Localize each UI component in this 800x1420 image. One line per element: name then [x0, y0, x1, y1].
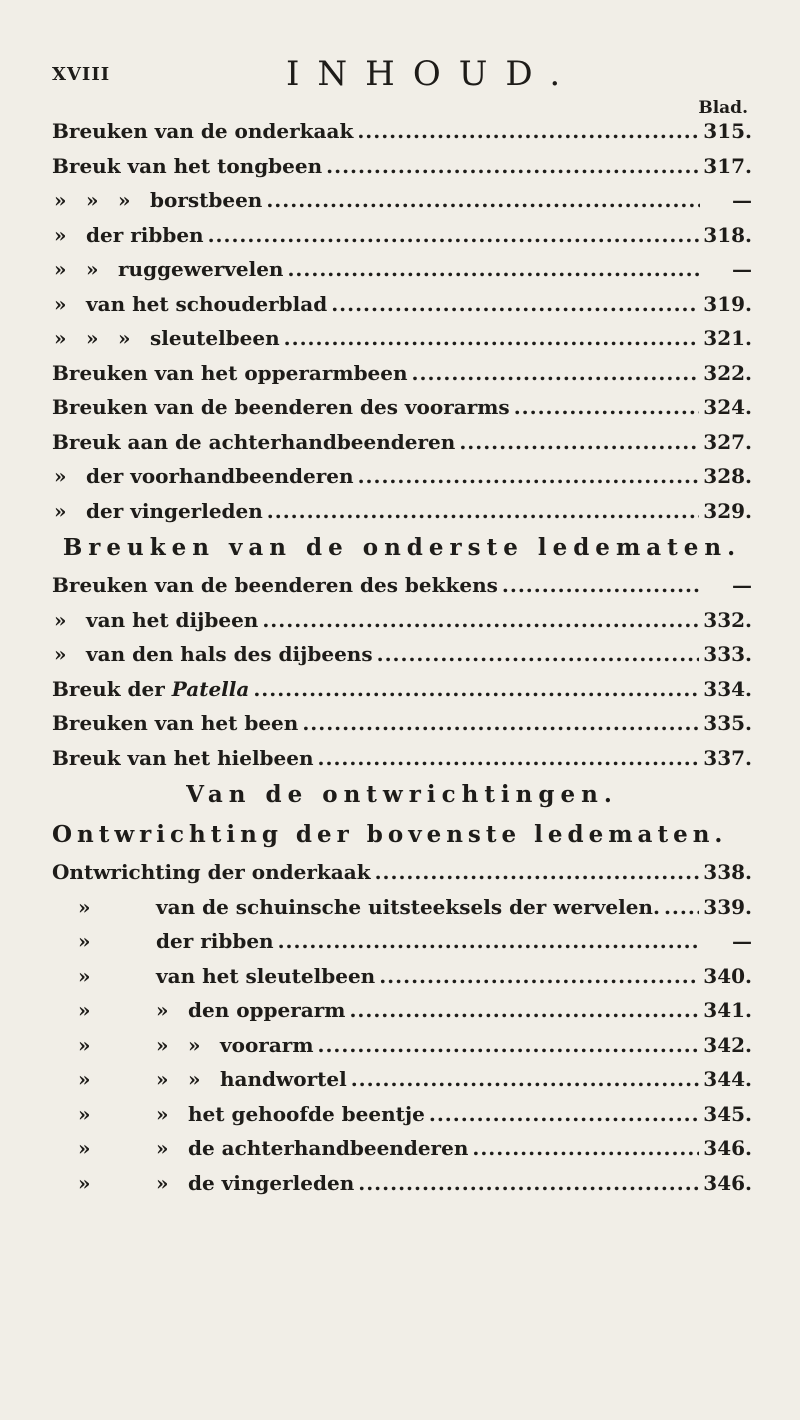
toc-page-number: 319. [703, 291, 752, 316]
page-title: INHOUD. [286, 54, 579, 94]
ditto-mark: » [86, 326, 99, 350]
section-heading-lower-limbs: Breuken van de onderste ledematen. [62, 534, 742, 561]
toc-entry [52, 603, 752, 638]
dot-leader [514, 390, 700, 425]
toc-page-number: 346. [703, 1136, 752, 1160]
toc-page-number: 317. [703, 153, 752, 178]
toc-entry-text: ruggewervelen [118, 257, 284, 281]
toc-entry-text: den opperarm [188, 998, 346, 1022]
toc-entry-text: Breuk van het hielbeen [52, 745, 314, 770]
ditto-mark: » [188, 1032, 201, 1057]
ditto-mark: » [118, 326, 131, 350]
toc-entry-title [150, 183, 262, 218]
ditto-mark: » [156, 1170, 169, 1195]
ditto-mark: » [78, 1170, 91, 1195]
toc-entry-title [52, 855, 371, 890]
toc-page-number: 327. [703, 429, 752, 454]
toc-group-dislocations-upper [52, 855, 752, 1200]
ditto-mark: » [54, 464, 67, 488]
dot-leader [287, 252, 700, 287]
toc-entry-title [52, 568, 498, 603]
toc-entry-text: der ribben [86, 222, 204, 247]
toc-entry-text: Breuk der [52, 676, 172, 701]
ditto-marks [52, 494, 86, 529]
toc-entry [52, 1028, 752, 1063]
toc-entry [52, 1062, 752, 1097]
toc-group-fractures-lower [52, 568, 752, 775]
toc-entry-text: handwortel [220, 1067, 347, 1091]
ditto-marks [52, 1097, 188, 1132]
ditto-marks [52, 1028, 220, 1063]
ditto-marks [52, 890, 156, 925]
ditto-marks [52, 924, 156, 959]
table-of-contents [52, 114, 752, 1200]
toc-entry-text: van het schouderblad [86, 291, 328, 316]
toc-entry-text: Breuk aan de achterhandbeenderen [52, 429, 456, 454]
toc-entry-text: van de schuinsche uitsteeksels der wervelen. [156, 894, 660, 919]
ditto-marks [52, 218, 86, 253]
toc-entry-title [118, 252, 283, 287]
dot-leader [326, 149, 699, 184]
toc-page-number: 315. [703, 119, 752, 143]
toc-entry-text: Breuk van het tongbeen [52, 153, 323, 178]
toc-entry-text: de vingerleden [188, 1170, 355, 1195]
toc-entry-title [86, 637, 373, 672]
dot-leader [358, 1166, 699, 1201]
toc-page-number: 337. [703, 745, 752, 770]
toc-entry [52, 114, 752, 149]
toc-entry-title [156, 924, 274, 959]
toc-entry-title [156, 959, 375, 994]
dot-leader [357, 114, 699, 149]
toc-group-fractures-upper [52, 114, 752, 528]
ditto-marks [52, 183, 150, 218]
ditto-mark: » [54, 642, 67, 666]
toc-entry-title [86, 494, 263, 529]
ditto-marks [52, 1166, 188, 1201]
dot-leader [318, 741, 700, 776]
toc-entry-title [188, 1131, 468, 1166]
toc-entry-title [52, 356, 408, 391]
ditto-mark: » [78, 929, 91, 953]
ditto-mark: » [54, 257, 67, 281]
ditto-marks [52, 993, 188, 1028]
dot-leader [664, 890, 699, 925]
toc-page-number: 324. [703, 395, 752, 419]
toc-page-number: 318. [703, 222, 752, 247]
toc-entry-text: borstbeen [150, 188, 263, 212]
ditto-marks [52, 252, 118, 287]
toc-entry-title [52, 114, 353, 149]
toc-entry-text: Breuken van de beenderen des bekkens [52, 573, 498, 597]
ditto-mark: » [156, 1101, 169, 1126]
toc-page-number: 329. [703, 498, 752, 523]
toc-entry [52, 855, 752, 890]
dot-leader [302, 706, 699, 741]
dot-leader [358, 459, 700, 494]
dot-leader [262, 603, 699, 638]
dot-leader [331, 287, 699, 322]
dot-leader [459, 425, 699, 460]
toc-entry [52, 287, 752, 322]
toc-entry [52, 637, 752, 672]
ditto-mark: » [78, 963, 91, 988]
toc-entry-title [86, 287, 327, 322]
toc-page-number: — [732, 188, 752, 212]
ditto-mark: » [78, 1136, 91, 1160]
toc-page-number: 345. [703, 1101, 752, 1126]
toc-page-number: 322. [703, 360, 752, 385]
page-header [52, 54, 752, 98]
page-number: XVIII [52, 64, 111, 85]
toc-entry-text: der ribben [156, 929, 274, 953]
toc-entry-text: van het sleutelbeen [156, 963, 376, 988]
ditto-mark: » [78, 1032, 91, 1057]
toc-entry-text: der voorhandbeenderen [86, 464, 354, 488]
ditto-mark: » [54, 326, 67, 350]
toc-entry-title [86, 603, 258, 638]
dot-leader [429, 1097, 699, 1132]
toc-entry-text: Breuken van het been [52, 711, 299, 735]
toc-page-number: — [732, 257, 752, 281]
toc-entry-title [52, 741, 314, 776]
toc-entry-text: Breuken van de onderkaak [52, 119, 354, 143]
ditto-mark: » [54, 222, 67, 247]
dot-leader [318, 1028, 700, 1063]
ditto-mark: » [156, 998, 169, 1022]
toc-entry [52, 459, 752, 494]
toc-entry-text: sleutelbeen [150, 326, 280, 350]
toc-entry [52, 494, 752, 529]
dot-leader [351, 1062, 700, 1097]
toc-entry-title [150, 321, 280, 356]
ditto-mark: » [54, 291, 67, 316]
toc-entry-text: van den hals des dijbeens [86, 642, 373, 666]
toc-entry-title [188, 993, 345, 1028]
toc-page-number: 333. [703, 642, 752, 666]
dot-leader [502, 568, 700, 603]
toc-entry [52, 425, 752, 460]
ditto-mark: » [54, 188, 67, 212]
ditto-mark: » [54, 498, 67, 523]
toc-entry-title [188, 1166, 354, 1201]
dot-leader [412, 356, 700, 391]
dot-leader [472, 1131, 699, 1166]
toc-entry-text: het gehoofde beentje [188, 1101, 425, 1126]
ditto-marks [52, 287, 86, 322]
ditto-mark: » [78, 998, 91, 1022]
toc-entry-text: de achterhandbeenderen [188, 1136, 469, 1160]
toc-page-number: 332. [703, 607, 752, 632]
toc-entry-italic-term: Patella [171, 676, 250, 701]
toc-entry-text: der vingerleden [86, 498, 263, 523]
ditto-marks [52, 1131, 188, 1166]
dot-leader [267, 494, 699, 529]
toc-entry [52, 1166, 752, 1201]
toc-page-number: 338. [703, 860, 752, 884]
toc-entry-title [52, 390, 510, 425]
ditto-mark: » [78, 1101, 91, 1126]
toc-entry-title [156, 890, 660, 925]
section-heading-upper-limbs: Ontwrichting der bovenste ledematen. [52, 821, 728, 848]
toc-entry [52, 924, 752, 959]
toc-entry-text: voorarm [220, 1032, 314, 1057]
toc-entry-text: Breuken van het opperarmbeen [52, 360, 408, 385]
toc-entry-text: Ontwrichting der onderkaak [52, 860, 371, 884]
toc-entry [52, 890, 752, 925]
toc-page-number: 342. [703, 1032, 752, 1057]
ditto-mark: » [78, 894, 91, 919]
toc-entry [52, 568, 752, 603]
toc-entry-title [52, 149, 322, 184]
toc-entry [52, 1097, 752, 1132]
toc-page-number: 321. [703, 326, 752, 350]
toc-entry [52, 252, 752, 287]
toc-page-number: 346. [703, 1170, 752, 1195]
toc-page-number: — [732, 929, 752, 953]
toc-entry-title [188, 1097, 425, 1132]
ditto-mark: » [78, 1067, 91, 1091]
ditto-marks [52, 1062, 220, 1097]
ditto-marks [52, 603, 86, 638]
toc-entry [52, 356, 752, 391]
dot-leader [278, 924, 700, 959]
dot-leader [377, 637, 700, 672]
dot-leader [284, 321, 700, 356]
toc-page-number: 340. [703, 963, 752, 988]
toc-entry-title [86, 459, 354, 494]
toc-entry [52, 706, 752, 741]
dot-leader [266, 183, 700, 218]
toc-entry [52, 672, 752, 707]
toc-page-number: 334. [703, 676, 752, 701]
toc-entry [52, 183, 752, 218]
toc-entry [52, 149, 752, 184]
section-heading-dislocations: Van de ontwrichtingen. [186, 781, 618, 808]
ditto-marks [52, 459, 86, 494]
toc-page-number: 341. [703, 998, 752, 1022]
toc-page-number: 335. [703, 711, 752, 735]
ditto-mark: » [54, 607, 67, 632]
toc-entry-title [52, 672, 249, 707]
toc-entry [52, 741, 752, 776]
ditto-marks [52, 321, 150, 356]
toc-page-number: 344. [703, 1067, 752, 1091]
ditto-mark: » [86, 188, 99, 212]
toc-entry [52, 390, 752, 425]
ditto-mark: » [156, 1136, 169, 1160]
dot-leader [349, 993, 699, 1028]
dot-leader [379, 959, 699, 994]
toc-entry-title [52, 706, 298, 741]
toc-entry-title [52, 425, 455, 460]
toc-entry-text: Breuken van de beenderen des voorarms [52, 395, 510, 419]
toc-page-number: 339. [703, 894, 752, 919]
dot-leader [253, 672, 699, 707]
page-column-label: Blad. [698, 98, 748, 118]
toc-entry [52, 321, 752, 356]
toc-entry-title [220, 1028, 314, 1063]
toc-entry [52, 1131, 752, 1166]
toc-entry-title [220, 1062, 347, 1097]
toc-entry-text: van het dijbeen [86, 607, 259, 632]
toc-entry [52, 218, 752, 253]
toc-entry [52, 959, 752, 994]
ditto-mark: » [188, 1067, 201, 1091]
toc-page-number: 328. [703, 464, 752, 488]
ditto-mark: » [118, 188, 131, 212]
dot-leader [208, 218, 700, 253]
dot-leader [375, 855, 700, 890]
ditto-mark: » [86, 257, 99, 281]
toc-page-number: — [732, 573, 752, 597]
ditto-marks [52, 637, 86, 672]
ditto-marks [52, 959, 156, 994]
toc-entry-title [86, 218, 204, 253]
ditto-mark: » [156, 1067, 169, 1091]
ditto-mark: » [156, 1032, 169, 1057]
toc-entry [52, 993, 752, 1028]
